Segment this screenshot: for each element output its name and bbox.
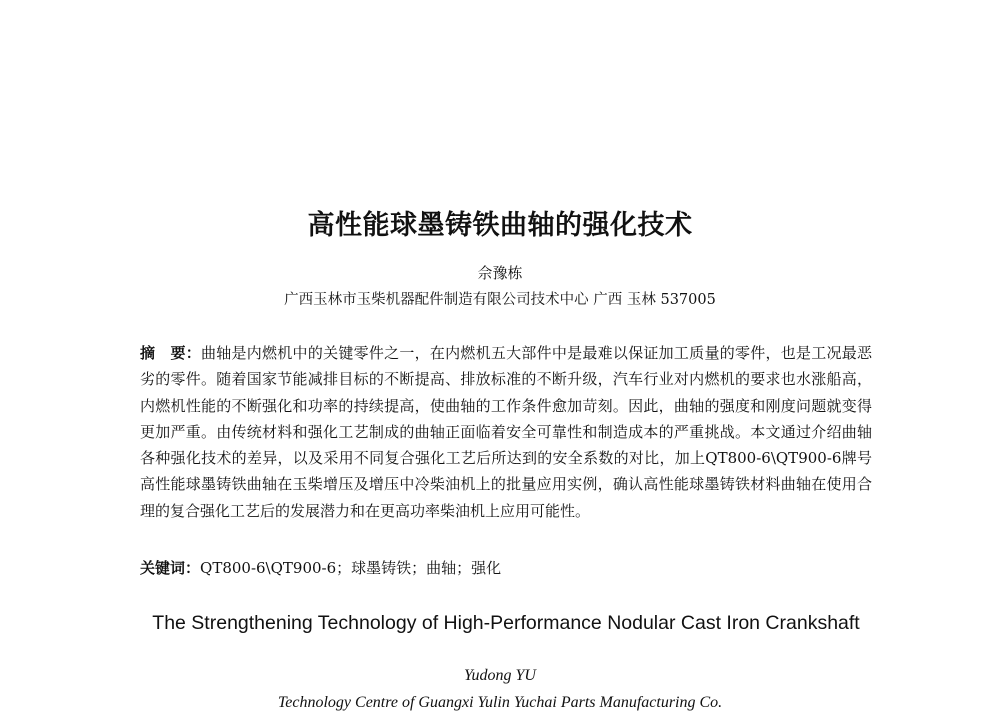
paper-title-en: The Strengthening Technology of High-Performance Nodular Cast Iron Crankshaft — [152, 612, 860, 634]
keywords — [140, 557, 872, 578]
affiliation-en: Technology Centre of Guangxi Yulin Yuchai Parts Manufacturing Co. — [277, 694, 723, 711]
abstract-label: 摘 要： — [140, 344, 202, 362]
author-en: Yudong YU — [464, 667, 536, 684]
abstract-text: 曲轴是内燃机中的关键零件之一，在内燃机五大部件中是最难以保证加工质量的零件，也是工况最恶劣的零件。随着国家节能减排目标的不断提高、排放标准的不断升级，汽车行业对内燃机的要求也水涨船高，内燃机性能的不断强化和功率的持续提高，使曲轴的工作条件愈加苛刻。因此，曲轴的强度和刚度问题就变得更加严重。由传统材料和强化工艺制成的曲轴正面临着安全可靠性和制造成本的严重挑战。本文通过介绍曲轴各种强化技术的差异，以及采用不同复合强化工艺后所达到的安全系数的对比，加上QT800-6\QT900-6牌号高性能球墨铸铁曲轴在玉柴增压及增压中冷柴油机上的批量应用实例，确认高性能球墨铸铁材料曲轴在使用合理的复合强化工艺后的发展潜力和在更高功率柴油机上应用可能性。 — [140, 344, 872, 520]
keywords-label: 关键词： — [140, 559, 201, 577]
author-cn: 佘豫栋 — [477, 264, 523, 282]
keywords-text: QT800-6\QT900-6；球墨铸铁；曲轴；强化 — [200, 559, 502, 577]
abstract — [140, 340, 872, 524]
affiliation-cn: 广西玉林市玉柴机器配件制造有限公司技术中心 广西 玉林 537005 — [284, 292, 716, 308]
paper-title-cn: 高性能球墨铸铁曲轴的强化技术 — [307, 210, 693, 241]
